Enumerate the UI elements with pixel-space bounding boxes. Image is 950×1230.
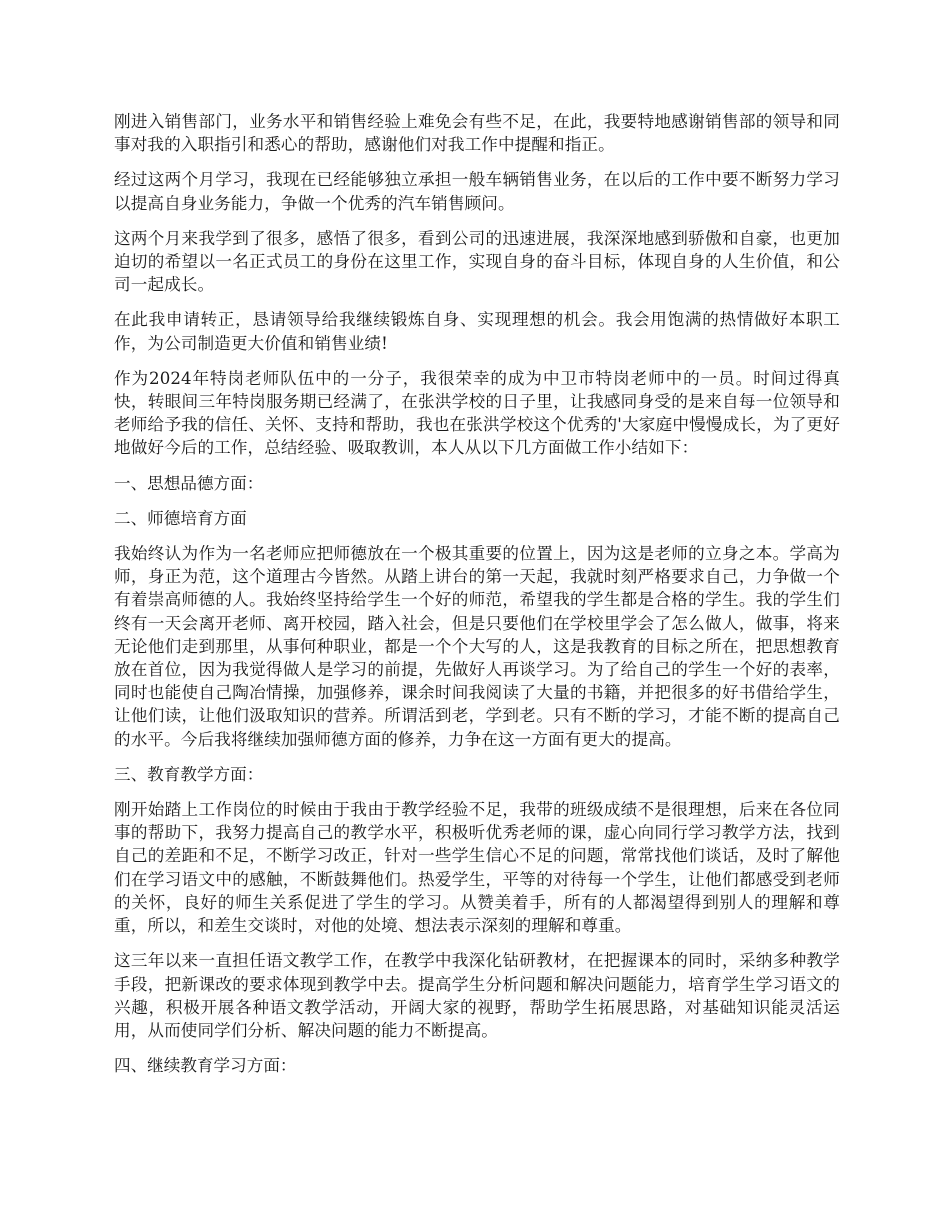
paragraph: 刚进入销售部门，业务水平和销售经验上难免会有些不足，在此，我要特地感谢销售部的领导和同事对我的入职指引和悉心的帮助，感谢他们对我工作中提醒和指正。 <box>114 112 840 155</box>
paragraph: 这三年以来一直担任语文教学工作，在教学中我深化钻研教材，在把握课本的同时，采纳多种教学手段，把新课改的要求体现到教学中去。提高学生分析问题和解决问题能力，培育学生学习语文的兴趣，积极开展各种语文教学活动，开阔大家的视野，帮助学生拓展思路，对基础知识能灵活运用，从而使同学们分析、解决问题的能力不断提高。 <box>114 951 840 1040</box>
paragraph: 我始终认为作为一名老师应把师德放在一个极其重要的位置上，因为这是老师的立身之本。学高为师，身正为范，这个道理古今皆然。从踏上讲台的第一天起，我就时刻严格要求自己，力争做一个有着崇高师德的人。我始终坚持给学生一个好的师范，希望我的学生都是合格的学生。我的学生们终有一天会离开老师、离开校园，踏入社会，但是只要他们在学校里学会了怎么做人，做事，将来无论他们走到那里，从事何种职业，都是一个个大写的人，这是我教育的目标之所在，把思想教育放在首位，因为我觉得做人是学习的前提，先做好人再谈学习。为了给自己的学生一个好的表率，同时也能使自己陶冶情操，加强修养，课余时间我阅读了大量的书籍，并把很多的好书借给学生，让他们读，让他们汲取知识的营养。所谓活到老，学到老。只有不断的学习，才能不断的提高自己的水平。今后我将继续加强师德方面的修养，力争在这一方面有更大的提高。 <box>114 544 840 749</box>
paragraph: 在此我申请转正，恳请领导给我继续锻炼自身、实现理想的机会。我会用饱满的热情做好本职工作，为公司制造更大价值和销售业绩! <box>114 310 840 353</box>
paragraph: 作为2024年特岗老师队伍中的一分子，我很荣幸的成为中卫市特岗老师中的一员。时间过得真快，转眼间三年特岗服务期已经满了，在张洪学校的日子里，让我感同身受的是来自每一位领导和老师给予我的信任、关怀、支持和帮助，我也在张洪学校这个优秀的'大家庭中慢慢成长，为了更好地做好今后的工作，总结经验、吸取教训，本人从以下几方面做工作小结如下： <box>114 368 840 458</box>
paragraph: 这两个月来我学到了很多，感悟了很多，看到公司的迅速进展，我深深地感到骄傲和自豪，也更加迫切的希望以一名正式员工的身份在这里工作，实现自身的奋斗目标，体现自身的人生价值，和公司一起成长。 <box>114 228 840 295</box>
section-heading: 二、师德培育方面 <box>114 508 247 528</box>
paragraph: 经过这两个月学习，我现在已经能够独立承担一般车辆销售业务，在以后的工作中要不断努力学习以提高自身业务能力，争做一个优秀的汽车销售顾问。 <box>114 170 840 213</box>
section-heading: 一、思想品德方面： <box>114 473 264 493</box>
paragraph: 刚开始踏上工作岗位的时候由于我由于教学经验不足，我带的班级成绩不是很理想，后来在各位同事的帮助下，我努力提高自己的教学水平，积极听优秀老师的课，虚心向同行学习教学方法，找到自己的差距和不足，不断学习改正，针对一些学生信心不足的问题，常常找他们谈话，及时了解他们在学习语文中的感触，不断鼓舞他们。热爱学生，平等的对待每一个学生，让他们都感受到老师的关怀，良好的师生关系促进了学生的学习。从赞美着手，所有的人都渴望得到别人的理解和尊重，所以，和差生交谈时，对他的处境、想法表示深刻的理解和尊重。 <box>114 800 840 936</box>
document-page <box>114 110 840 1089</box>
section-heading: 四、继续教育学习方面： <box>114 1056 297 1076</box>
section-heading: 三、教育教学方面： <box>114 764 264 784</box>
